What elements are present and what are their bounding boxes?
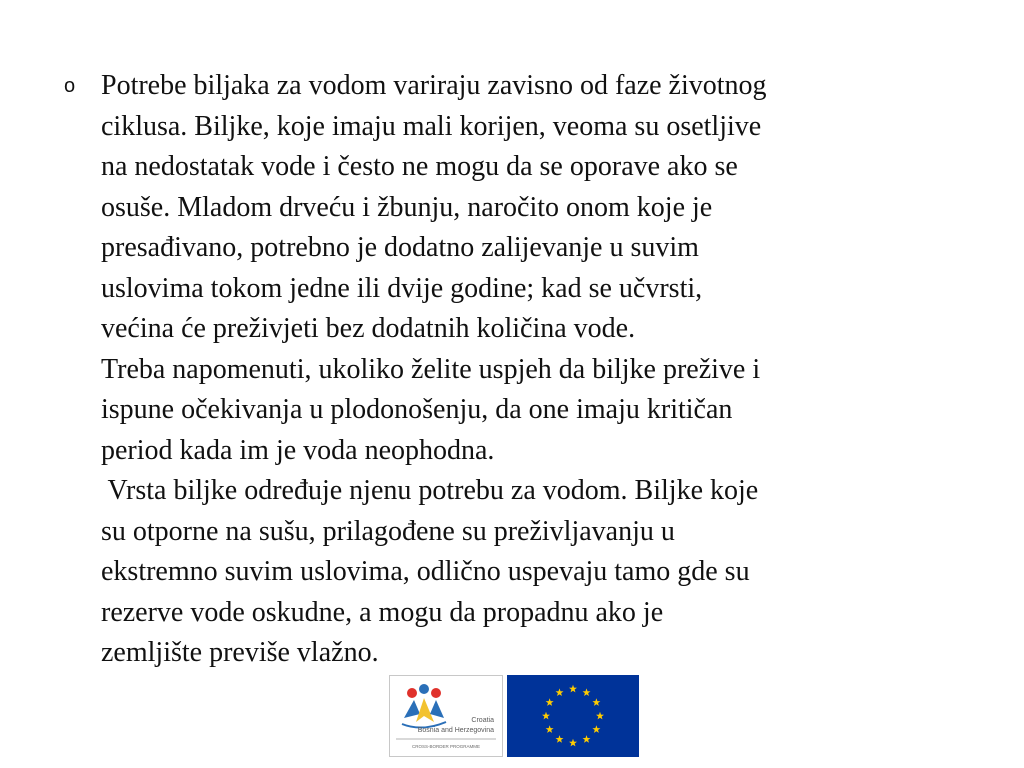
text-line: presađivano, potrebno je dodatno zalijevanje u suvim [101, 232, 699, 263]
bullet-paragraph [64, 66, 964, 674]
text-line: rezerve vode oskudne, a mogu da propadnu ako je [101, 596, 664, 628]
text-line: na nedostatak vode i često ne mogu da se oporave ako se [101, 151, 738, 182]
text-line: Treba napomenuti, ukoliko želite uspjeh da biljke prežive i [101, 353, 761, 385]
text-line: ciklusa. Biljke, koje imaju mali korijen, veoma su osetljive [101, 110, 762, 142]
figure-body-yellow [416, 698, 434, 722]
text-line: period kada im je voda neophodna. [101, 434, 495, 466]
cross-border-programme-logo [389, 675, 503, 757]
logo-text-croatia: Croatia [471, 717, 494, 724]
footer-logos [389, 675, 639, 757]
figure-body-blue [404, 700, 420, 718]
text-line: zemljište previše vlažno. [101, 637, 379, 668]
text-line: ekstremno suvim uslovima, odlično uspevaju tamo gde su [101, 556, 750, 587]
bullet-marker: o [64, 75, 76, 97]
text-line: osuše. Mladom drveću i žbunju, naročito onom koje je [101, 191, 713, 223]
logo-text-bih: Bosnia and Herzegovina [417, 727, 494, 734]
eu-flag-icon [507, 675, 639, 757]
text-line: uslovima tokom jedne ili dvije godine; kad se učvrsti, [101, 272, 703, 304]
figure-head-blue [419, 684, 429, 694]
eu-flag-logo [507, 675, 639, 757]
figure-body-blue-2 [430, 700, 444, 718]
text-line: Vrsta biljke određuje njenu potrebu za vodom. Biljke koje [101, 475, 759, 506]
cross-border-programme-logo-graphic [390, 676, 502, 756]
text-line: ispune očekivanja u plodonošenju, da one imaju kritičan [101, 394, 733, 425]
paragraph-text [101, 66, 964, 674]
text-line: većina će preživjeti bez dodatnih količina vode. [101, 313, 636, 344]
figure-head-red-2 [431, 688, 441, 698]
figure-head-red [407, 688, 417, 698]
text-line: Potrebe biljaka za vodom variraju zavisno od faze životnog [101, 70, 767, 101]
logo-text-programme: CROSS-BORDER PROGRAMME [411, 744, 481, 749]
text-line: su otporne na sušu, prilagođene su preživljavanju u [101, 515, 675, 547]
